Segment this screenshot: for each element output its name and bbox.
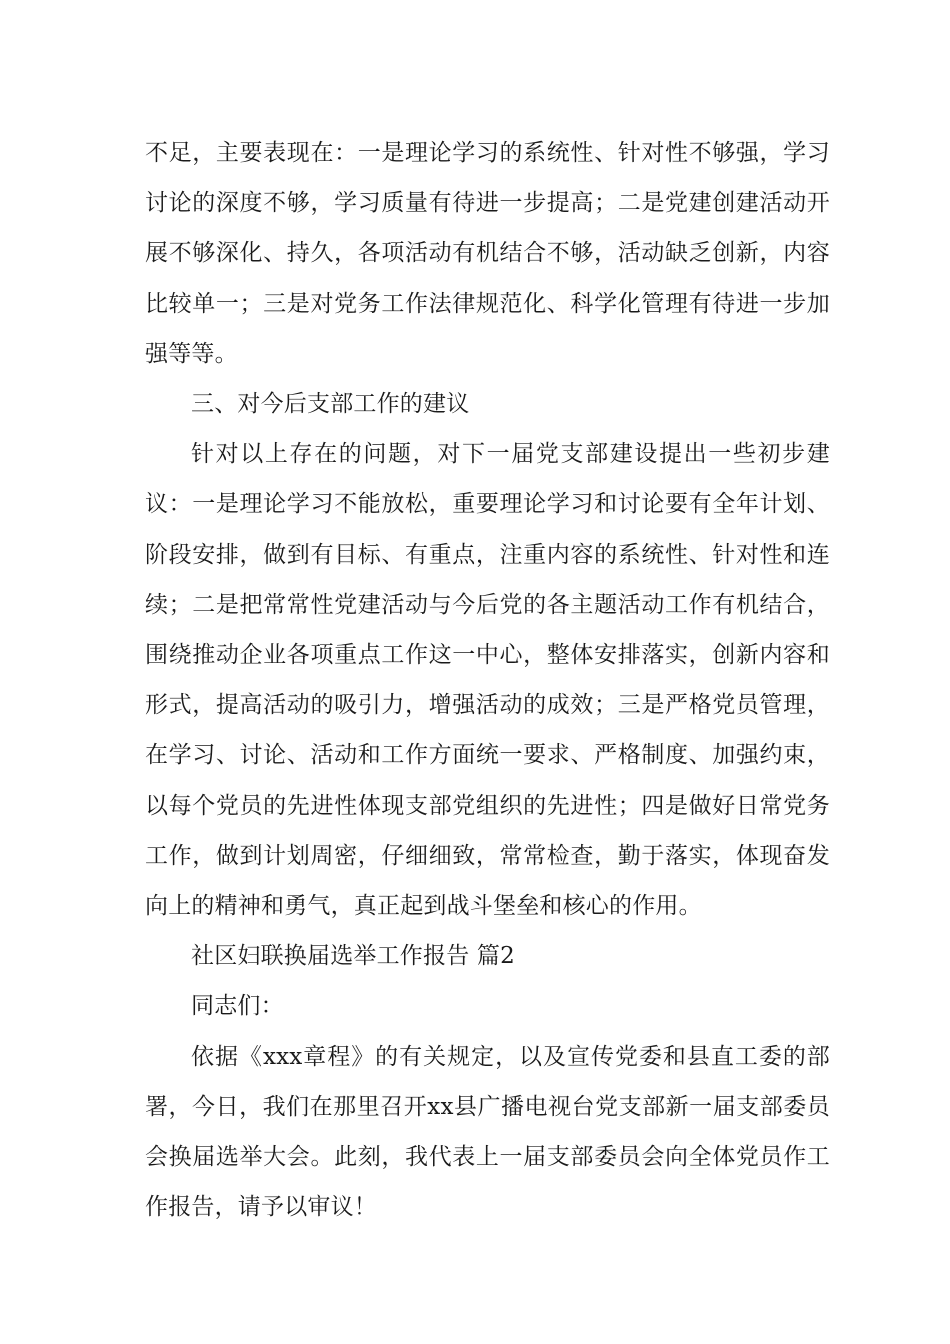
salutation: 同志们： (191, 993, 284, 1020)
report-title: 社区妇联换届选举工作报告 篇2 (191, 943, 515, 970)
document-body (145, 128, 830, 1232)
section-heading-suggestions: 三、对今后支部工作的建议 (191, 391, 470, 418)
paragraph-opening: 依据《xxx章程》的有关规定，以及宣传党委和县直工委的部署，今日，我们在那里召开xx县广播电视台党支部新一届支部委员会换届选举大会。此刻，我代表上一届支部委员会向全体党员作工作报告，请予以审议！ (145, 1043, 830, 1221)
paragraph-shortcomings: 不足，主要表现在：一是理论学习的系统性、针对性不够强，学习讨论的深度不够，学习质量有待进一步提高；二是党建创建活动开展不够深化、持久，各项活动有机结合不够，活动缺乏创新，内容比较单一；三是对党务工作法律规范化、科学化管理有待进一步加强等等。 (145, 140, 830, 367)
paragraph-suggestions: 针对以上存在的问题，对下一届党支部建设提出一些初步建议：一是理论学习不能放松，重要理论学习和讨论要有全年计划、阶段安排，做到有目标、有重点，注重内容的系统性、针对性和连续；二是把常常性党建活动与今后党的各主题活动工作有机结合，围绕推动企业各项重点工作这一中心，整体安排落实，创新内容和形式，提高活动的吸引力，增强活动的成效；三是严格党员管理，在学习、讨论、活动和工作方面统一要求、严格制度、加强约束，以每个党员的先进性体现支部党组织的先进性；四是做好日常党务工作，做到计划周密，仔细细致，常常检查，勤于落实，体现奋发向上的精神和勇气，真正起到战斗堡垒和核心的作用。 (145, 441, 830, 920)
